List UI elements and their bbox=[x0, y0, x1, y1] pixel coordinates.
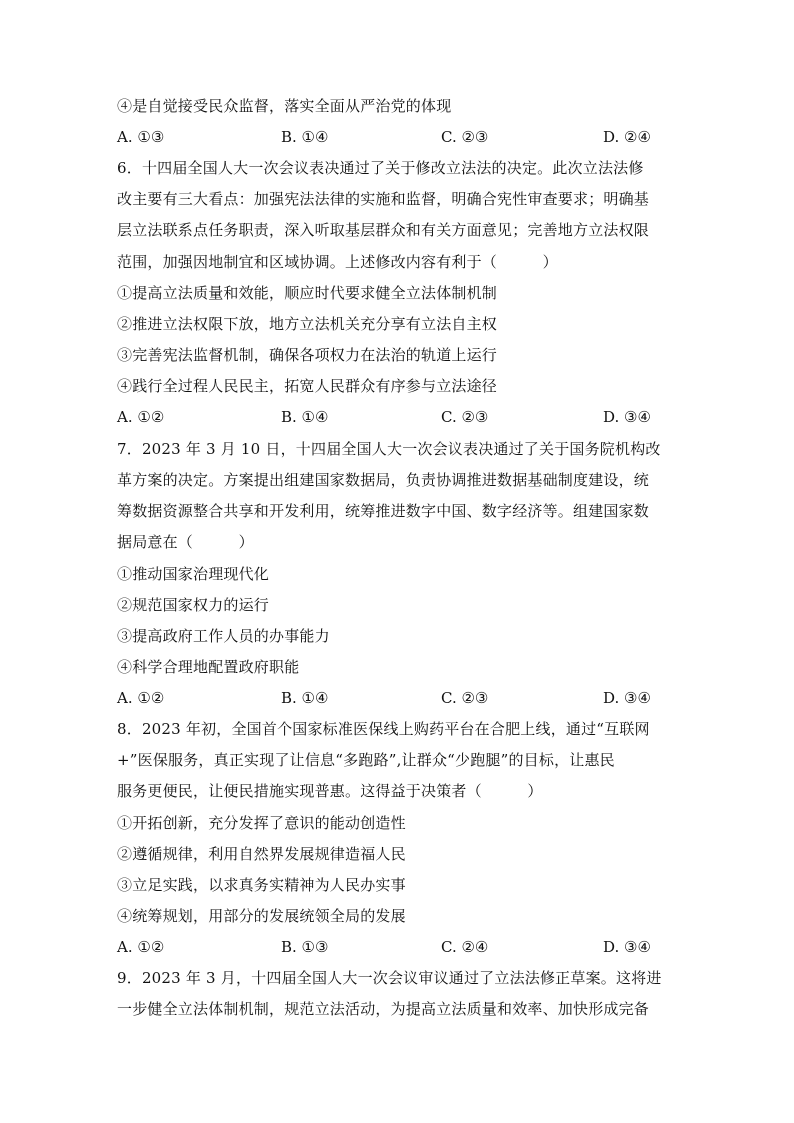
q5-option-b: B. ①④ bbox=[281, 128, 329, 146]
q8-stem-line-2: +”医保服务，真正实现了让信息“多跑路”,让群众“少跑腿”的目标，让惠民 bbox=[117, 751, 615, 769]
q7-option-b: B. ①④ bbox=[281, 689, 329, 707]
q7-option-c: C. ②③ bbox=[441, 689, 489, 707]
q8-option-b: B. ①③ bbox=[281, 938, 329, 956]
q7-option-d: D. ③④ bbox=[603, 689, 651, 707]
q6-options bbox=[117, 407, 677, 427]
q8-item-2: ②遵循规律，利用自然界发展规律造福人民 bbox=[117, 845, 406, 863]
q8-option-c: C. ②④ bbox=[441, 938, 489, 956]
q7-item-2: ②规范国家权力的运行 bbox=[117, 596, 270, 614]
q6-stem-line-1: 6．十四届全国人大一次会议表决通过了关于修改立法法的决定。此次立法法修 bbox=[117, 159, 644, 177]
q5-options bbox=[117, 127, 677, 147]
q8-item-3: ③立足实践，以求真务实精神为人民办实事 bbox=[117, 876, 406, 894]
q5-option-d: D. ②④ bbox=[603, 128, 651, 146]
q8-item-4: ④统筹规划，用部分的发展统领全局的发展 bbox=[117, 907, 406, 925]
q6-item-3: ③完善宪法监督机制，确保各项权力在法治的轨道上运行 bbox=[117, 346, 498, 364]
q7-stem-line-3: 筹数据资源整合共享和开发利用，统筹推进数字中国、数字经济等。组建国家数 bbox=[117, 502, 650, 520]
q7-stem-line-4: 据局意在（ ） bbox=[117, 533, 254, 551]
q6-stem-line-4: 范围，加强因地制宜和区域协调。上述修改内容有利于（ ） bbox=[117, 253, 558, 271]
q8-options bbox=[117, 937, 677, 957]
q7-item-1: ①推动国家治理现代化 bbox=[117, 565, 270, 583]
q6-option-c: C. ②③ bbox=[441, 408, 489, 426]
q5-item-4: ④是自觉接受民众监督，落实全面从严治党的体现 bbox=[117, 97, 452, 115]
q6-option-a: A. ①② bbox=[117, 408, 165, 426]
q6-item-2: ②推进立法权限下放，地方立法机关充分享有立法自主权 bbox=[117, 315, 498, 333]
q6-stem-line-3: 层立法联系点任务职责，深入听取基层群众和有关方面意见；完善地方立法权限 bbox=[117, 221, 650, 239]
q7-stem-line-1: 7．2023 年 3 月 10 日，十四届全国人大一次会议表决通过了关于国务院机构改 bbox=[117, 440, 661, 458]
q5-option-a: A. ①③ bbox=[117, 128, 165, 146]
q8-stem-line-1: 8．2023 年初，全国首个国家标准医保线上购药平台在合肥上线，通过“互联网 bbox=[117, 720, 650, 738]
q9-stem-line-1: 9．2023 年 3 月，十四届全国人大一次会议审议通过了立法法修正草案。这将进 bbox=[117, 969, 662, 987]
q8-option-d: D. ③④ bbox=[603, 938, 651, 956]
q7-options bbox=[117, 688, 677, 708]
q6-item-4: ④践行全过程人民民主，拓宽人民群众有序参与立法途径 bbox=[117, 377, 498, 395]
q8-option-a: A. ①② bbox=[117, 938, 165, 956]
q5-option-c: C. ②③ bbox=[441, 128, 489, 146]
q7-item-3: ③提高政府工作人员的办事能力 bbox=[117, 627, 330, 645]
q7-item-4: ④科学合理地配置政府职能 bbox=[117, 658, 300, 676]
q7-option-a: A. ①② bbox=[117, 689, 165, 707]
q9-stem-line-2: 一步健全立法体制机制，规范立法活动，为提高立法质量和效率、加快形成完备 bbox=[117, 1000, 650, 1018]
q8-item-1: ①开拓创新，充分发挥了意识的能动创造性 bbox=[117, 814, 406, 832]
q7-stem-line-2: 革方案的决定。方案提出组建国家数据局，负责协调推进数据基础制度建设，统 bbox=[117, 471, 650, 489]
q6-option-d: D. ③④ bbox=[603, 408, 651, 426]
q6-item-1: ①提高立法质量和效能，顺应时代要求健全立法体制机制 bbox=[117, 284, 498, 302]
q6-stem-line-2: 改主要有三大看点：加强宪法法律的实施和监督，明确合宪性审查要求；明确基 bbox=[117, 190, 650, 208]
q8-stem-line-3: 服务更便民，让便民措施实现普惠。这得益于决策者（ ） bbox=[117, 782, 543, 800]
q6-option-b: B. ①④ bbox=[281, 408, 329, 426]
